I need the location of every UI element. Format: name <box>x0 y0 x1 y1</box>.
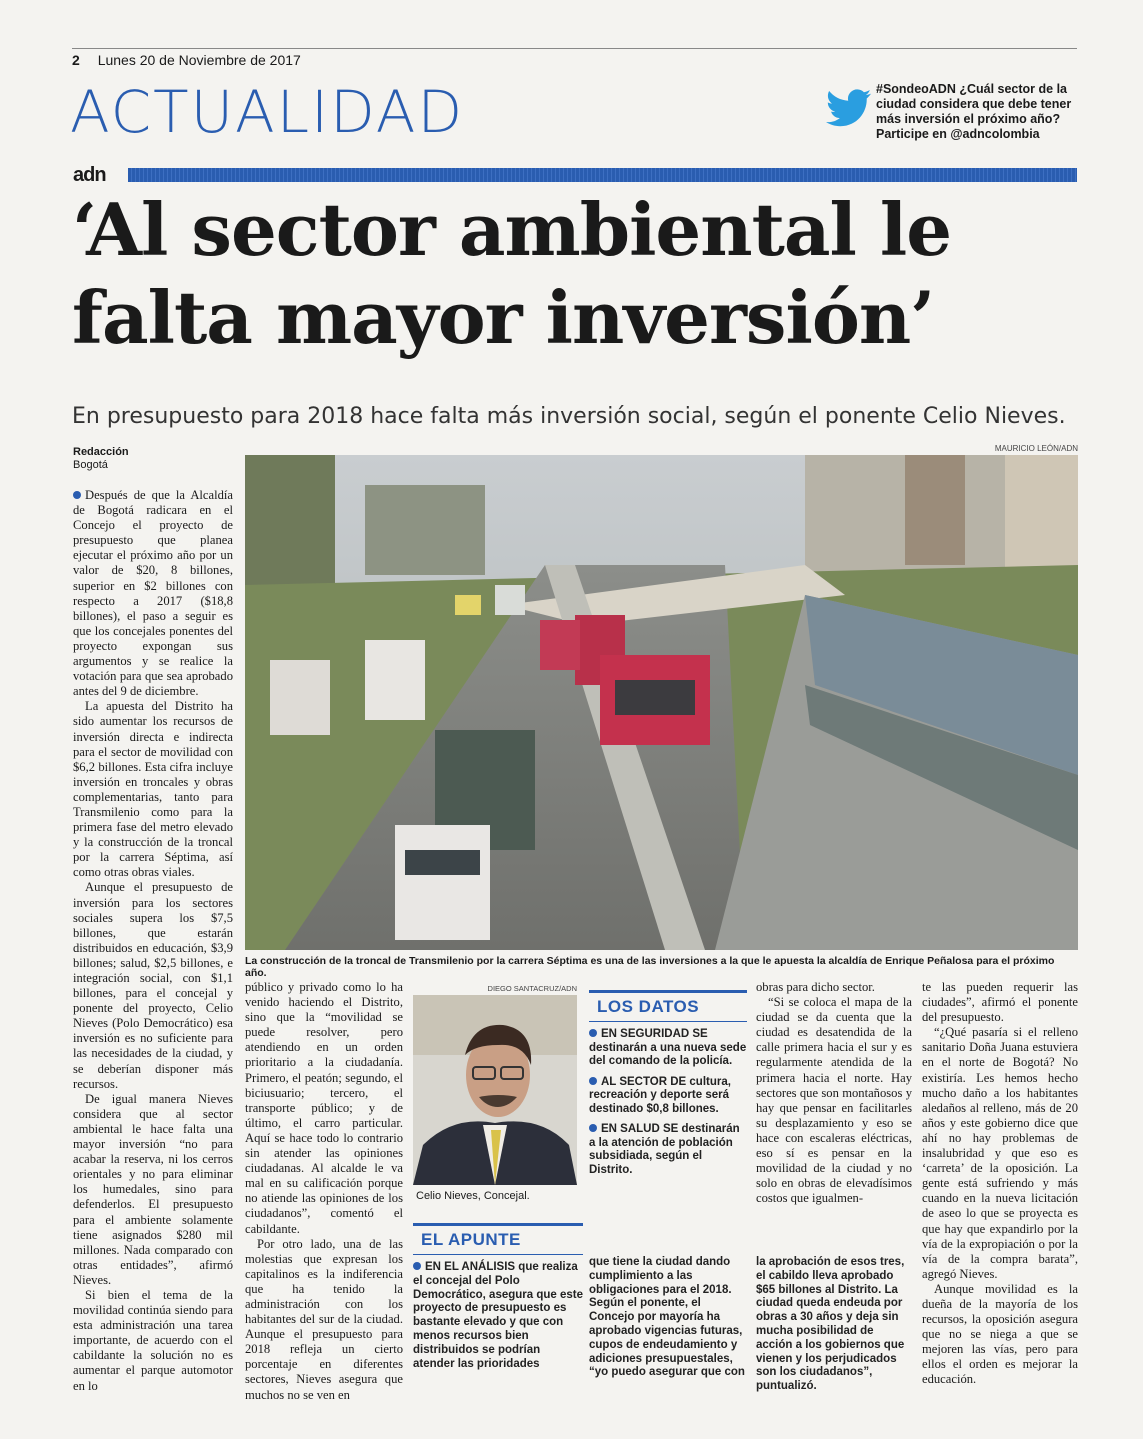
article-column-4 <box>756 980 912 1206</box>
apunte-body: que realiza el concejal del Polo Democrático, asegura que este proyecto de presupuesto es bastante elevado y que con menos recursos bien distribuidos se podrían atender las prioridades <box>413 1261 584 1370</box>
portrait-credit: DIEGO SANTACRUZ/ADN <box>487 984 577 993</box>
top-rule <box>72 48 1077 49</box>
paragraph <box>73 488 233 699</box>
dato-lead: AL SECTOR DE <box>601 1075 687 1088</box>
apunte-text <box>413 1261 583 1371</box>
paragraph: te las pueden requerir las ciudades”, afirmó el ponente del presupuesto. <box>922 980 1078 1025</box>
section-bar <box>128 168 1077 182</box>
byline-author: Redacción <box>73 446 129 458</box>
dato-text: destinarán a la atención de población subsidiada, según el Distrito. <box>589 1123 740 1176</box>
photo-caption: La construcción de la troncal de Transmilenio por la carrera Séptima es una de las inversiones a la que le apuesta la alcaldía de Enrique Peñalosa para el próximo año. <box>245 955 1055 979</box>
byline <box>73 446 129 472</box>
dato-item <box>589 1076 747 1117</box>
article-column-1 <box>73 488 233 1394</box>
dato-item <box>589 1123 747 1177</box>
dato-lead: EN SEGURIDAD SE <box>601 1028 708 1040</box>
apunte-lead: EN EL ANÁLISIS <box>425 1261 516 1273</box>
byline-city: Bogotá <box>73 459 108 471</box>
headline: ‘Al sector ambiental le falta mayor inversión’ <box>72 187 952 360</box>
bullet-icon <box>589 1029 597 1037</box>
article-column-2 <box>245 980 403 1403</box>
el-apunte-title: EL APUNTE <box>413 1223 583 1255</box>
transmilenio-photo <box>245 455 1078 950</box>
paragraph: obras para dicho sector. <box>756 980 875 994</box>
paragraph: “¿Qué pasaría si el relleno sanitario Doña Juana estuviera en el norte de Bogotá? No existiría. Les hemos hecho mucho daño a los habitantes aledaños al relleno, más de 20 años y este gobierno dice que ahí no hay problemas de insalubridad y que eso es ‘carreta’ de la oposición. La gente está sufriendo y más cuando en la nueva licitación de aseo lo que se proyecta es que hay que expandirlo por la vía de la expropiación o por la vía de la compra barata”, agregó Nieves. <box>922 1025 1078 1281</box>
paragraph: público y privado como lo ha venido haciendo el Distrito, sino que la “movilidad se puede resolver, pero atendiendo en un orden prioritario a la ciudadanía. Primero, el peatón; segundo, el biciusuario; tercero, el transporte público; y de último, el carro particular. Aquí se hace todo lo contrario sin atender las opiniones ciudadanas. Al alcalde le va mal en su calificación porque no atiende las opiniones de los ciudadanos”, comentó el cabildante. <box>245 980 403 1236</box>
adn-logo: adn <box>73 164 106 186</box>
page-number: 2 <box>72 52 80 68</box>
bullet-icon <box>589 1124 597 1132</box>
paragraph-text: Después de que la Alcaldía de Bogotá radicara en el Concejo el proyecto de presupuesto que planea ejecutar el próximo año por un valor de $20, 8 billones, superior en $2 billones con respecto a 2017 ($18,8 billones), el paso a seguir es que los concejales ponentes del proyecto expongan sus argumentos y se realice la votación para que sea aprobado antes del 9 de diciembre. <box>73 488 233 699</box>
twitter-bird-icon <box>826 88 872 128</box>
sondeo-prompt: #SondeoADN ¿Cuál sector de la ciudad considera que debe tener más inversión el próximo año? Participe en @adncolombia <box>876 82 1072 141</box>
section-title: ACTUALIDAD <box>70 78 465 146</box>
los-datos-title: LOS DATOS <box>589 990 747 1022</box>
paragraph: La apuesta del Distrito ha sido aumentar los recursos de inversión directa e indirecta para el sector de movilidad con $6,2 billones. Esta cifra incluye inversión en troncales y obras complementarias, tanto para Transmilenio como para la primera fase del metro elevado y la construcción de la troncal por la carrera Séptima, así como otras obras viales. <box>73 699 233 880</box>
paragraph: De igual manera Nieves considera que al sector ambiental le hace falta una mayor inversión “no para acabar la reserva, ni los cerros orientales y no para eliminar los humedales, sino para defenderlos. El presupuesto para el ambiente solamente tiene asignados $280 mil millones. Nada comparado con otras entidades”, afirmó Nieves. <box>73 1091 233 1287</box>
paragraph: Por otro lado, una de las molestias que expresan los capitalinos es la indiferencia que ha tenido la administración con los habitantes del sur de la ciudad. Aunque el presupuesto para 2018 refleja un cierto porcentaje en diferentes sectores, Nieves asegura que muchos no se ven en <box>245 1236 403 1402</box>
dato-text: destinarán a una nueva sede del comando de la policía. <box>589 1041 747 1067</box>
portrait-caption: Celio Nieves, Concejal. <box>416 1190 530 1202</box>
subheadline: En presupuesto para 2018 hace falta más inversión social, según el ponente Celio Nieves. <box>72 404 1066 429</box>
bullet-icon <box>589 1077 597 1085</box>
dato-text: cultura, recreación y deporte será destinado $0,8 billones. <box>589 1075 731 1115</box>
los-datos-box <box>589 990 747 1184</box>
paragraph: Aunque el presupuesto de inversión para los sectores sociales supera los $7,5 billones, que estarán distribuidos en educación, $3,9 billones; salud, $2,5 billones, e integración social, con $1,1 billones, para el concejal y ponente del proyecto, Celio Nieves (Polo Democrático) esa inversión es no suficiente para las necesidades de la ciudad, y se deberían disponer más recursos. <box>73 880 233 1091</box>
bullet-icon <box>413 1262 421 1270</box>
paragraph: Si bien el tema de la movilidad continúa siendo para esta administración una tarea importante, de acuerdo con el cabildante la solución no es aumentar el parque automotor en lo <box>73 1287 233 1393</box>
issue-date: Lunes 20 de Noviembre de 2017 <box>97 52 301 68</box>
paragraph: Aunque movilidad es la dueña de la mayoría de los recursos, la oposición asegura que no se niega a que se mejoren las vías, pero para ellos el orden es mejorar la educación. <box>922 1281 1078 1387</box>
bullet-icon <box>73 491 81 499</box>
dato-item <box>589 1028 747 1069</box>
el-apunte-box <box>413 1223 583 1371</box>
article-column-5 <box>922 980 1078 1388</box>
page-header <box>72 52 301 68</box>
photo-credit: MAURICIO LEÓN/ADN <box>994 444 1078 453</box>
paragraph: “Si se coloca el mapa de la ciudad se da cuenta que la ciudad es desatendida de la calle primera hacia el sur y es regularmente atendida de la primera hacia el norte. Hay sectores que son montañosos y hay que pensar en facilitarles su desplazamiento y eso se hace con escaleras eléctricas, eso sí es pensar en la movilidad de la ciudad y no solo en obras de elevadísimos costos que igualmen- <box>756 995 912 1206</box>
celio-nieves-portrait <box>413 995 577 1185</box>
apunte-column-3: la aprobación de esos tres, el cabildo lleva aprobado $65 billones al Distrito. La ciudad queda endeuda por obras a 30 años y deja sin mucha posibilidad de acción a los gobiernos que vienen y los perjudicados son los ciudadanos”, puntualizó. <box>756 1256 905 1393</box>
apunte-column-2: que tiene la ciudad dando cumplimiento a las obligaciones para el 2018. Según el ponente, el Concejo por mayoría ha aprobado vigencias futuras, cupos de endeudamiento y adiciones presupuestales, “yo puedo asegurar que con <box>589 1256 745 1379</box>
dato-lead: EN SALUD SE <box>601 1123 679 1135</box>
